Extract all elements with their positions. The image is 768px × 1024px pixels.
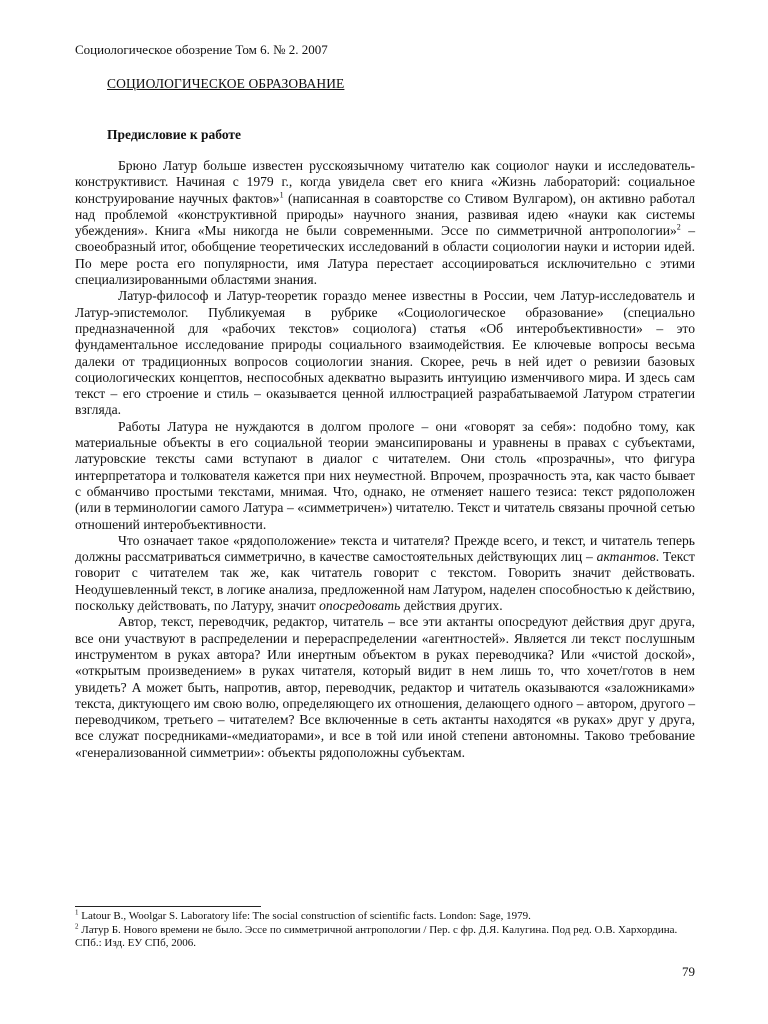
- paragraph-text: . Текст говорит с читателем так же, как читатель говорит с текстом. Говорить значит действовать. Неодушевленный текст, в логике анализа, предложенной нам Латуром, наделен способностью к действию, поскольку действовать, по Латуру, значит: [75, 549, 695, 614]
- paragraph-text: Что означает такое «рядоположение» текста и читателя? Прежде всего, и текст, и читатель теперь должны рассматриваться симметрично, в качестве самостоятельных действующих лиц –: [75, 532, 695, 565]
- emphasis-term: актантов: [596, 549, 656, 565]
- article-body: [75, 158, 695, 761]
- footnote-2: [75, 921, 695, 951]
- paragraph-5: Автор, текст, переводчик, редактор, читатель – все эти актанты опосредуют действия друг друга, все они участвуют в распределении и перераспределении «агентностей». Является ли текст послушным инструментом в руках автора? Или инертным объектом в руках переводчика? Или «чистой доской», «открытым произведением» в руках читателя, который видит в нем лишь то, что хочет/готов в нем увидеть? А может быть, напротив, автор, переводчик, редактор и читатель оказываются «заложниками» текста, диктующего им свою волю, определяющего их отношения, делающего одного – автором, другого – переводчиком, третьего – читателем? Все включенные в сеть актанты находятся «в руках» друг у друга, все служат посредниками-«медиаторами», и все в той или иной степени автономны. Таково требование «генерализованной симметрии»: объекты рядоположны субъектам.: [75, 614, 695, 760]
- footnote-mark: 1: [75, 908, 79, 917]
- journal-header: Социологическое обозрение Том 6. № 2. 2007: [75, 42, 328, 57]
- paragraph-text: Брюно Латур больше известен русскоязычному читателю как социолог науки и исследователь-конструктивист. Начиная с 1979 г., когда увидела свет его книга «Жизнь лабораторий: социальное конструирование научных фактов»: [75, 158, 695, 206]
- footnote-mark: 2: [75, 921, 79, 930]
- paragraph-text: (написанная в соавторстве со Стивом Вулгаром), он активно работал над проблемой «конструктивной природы» научного знания, развивая идею «науки как системы убеждения». Книга «Мы никогда не были современными. Эссе по симметричной антропологии»: [75, 190, 696, 239]
- footnote-ref-2: 2: [676, 222, 681, 232]
- article-heading: Предисловие к работе: [107, 127, 242, 142]
- paragraph-3: Работы Латура не нуждаются в долгом прологе – они «говорят за себя»: подобно тому, как материальные объекты в его социальной теории эмансипированы и уравнены в правах с субъектами, латуровские тексты сами вступают в диалог с читателем. Они столь «прозрачны», что фигура интерпретатора и толкователя кажется при них неуместной. Впрочем, прозрачность эта, как часто бывает с обманчиво простыми текстами, мнимая. Что, однако, не отменяет нашего тезиса: текст рядоположен (или в терминологии самого Латура – «симметричен») читателю. Текст и читатель связаны прочной сетью отношений интеробъективности.: [75, 418, 695, 532]
- footnote-text: Латур Б. Нового времени не было. Эссе по симметричной антропологии / Пер. с фр. Д.Я. Калугина. Под ред. О.В. Хархордина. СПб.: Изд. ЕУ СПб, 2006.: [75, 923, 678, 949]
- section-title: СОЦИОЛОГИЧЕСКОЕ ОБРАЗОВАНИЕ: [107, 76, 345, 91]
- page-number: 79: [682, 964, 695, 979]
- footnote-text: Latour B., Woolgar S. Laboratory life: The social construction of scientific facts. London: Sage, 1979.: [78, 910, 531, 922]
- footnotes: [75, 910, 695, 951]
- footnote-divider: [75, 906, 261, 907]
- paragraph-4: [75, 533, 695, 614]
- footnote-ref-1: 1: [279, 190, 284, 200]
- paragraph-text: действия других.: [400, 598, 503, 614]
- emphasis-term: опосредовать: [319, 598, 401, 614]
- footnote-1: [75, 910, 695, 924]
- paragraph-1: [75, 158, 695, 288]
- paragraph-2: Латур-философ и Латур-теоретик гораздо менее известны в России, чем Латур-исследователь и Латур-эпистемолог. Публикуемая в рубрике «Социологическое образование» (специально предназначенной для «рабочих текстов» социолога) статья «Об интеробъективности» – это фундаментальное исследование природы социального взаимодействия. Ее ключевые вопросы весьма далеки от традиционных вопросов социологии знания. Скорее, речь в ней идет о ревизии базовых социологических концептов, неспособных адекватно выразить интуицию изменчивого мира. И здесь сам текст – его строение и стиль – оказывается ценной иллюстрацией разрабатываемой Латуром стратегии взгляда.: [75, 288, 695, 418]
- paragraph-text: – своеобразный итог, обобщение теоретических исследований в области социологии науки и истории идей. По мере роста его популярности, имя Латура перестает ассоциироваться исключительно с этими специализированными областями знания.: [75, 223, 695, 288]
